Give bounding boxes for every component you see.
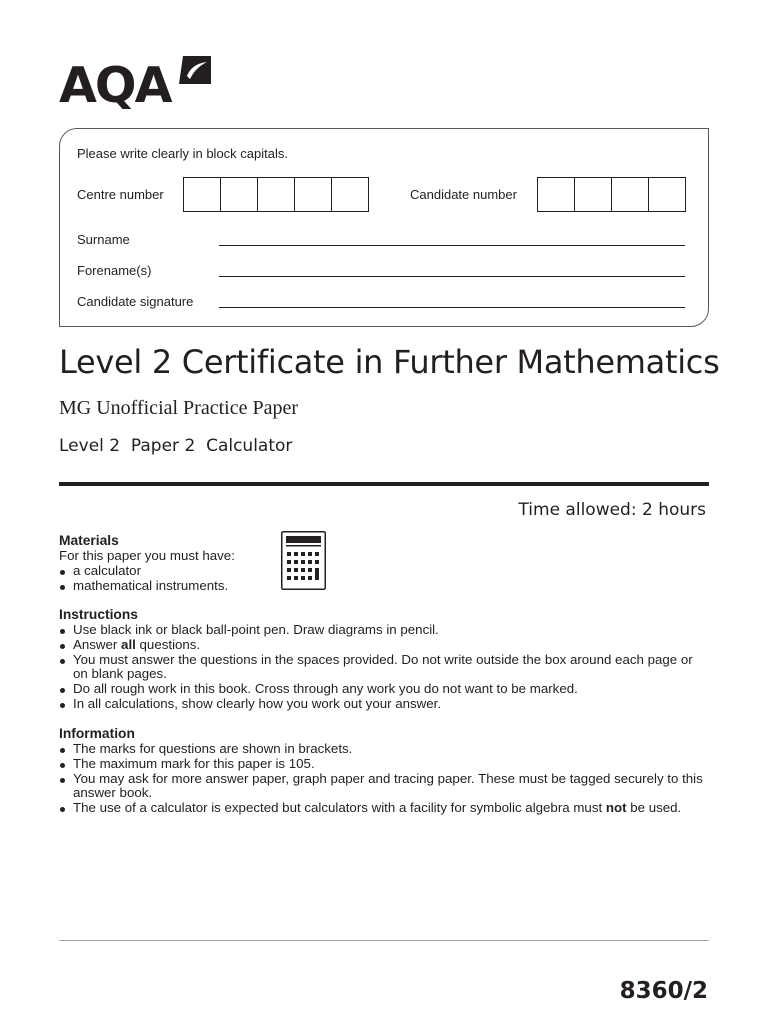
list-item: The maximum mark for this paper is 105. — [59, 757, 709, 772]
logo-text: AQA — [59, 57, 171, 114]
information-list — [59, 742, 709, 816]
paper-level: Level 2 Paper 2 Calculator — [59, 436, 293, 456]
candidate-details-box — [59, 128, 709, 327]
list-item: a calculator — [59, 564, 709, 579]
centre-number-digit-box[interactable] — [332, 178, 368, 211]
candidate-number-digit-box[interactable] — [649, 178, 685, 211]
candidate-number-label: Candidate number — [410, 187, 517, 202]
list-item: Answer all questions. — [59, 638, 709, 653]
list-item: The use of a calculator is expected but calculators with a facility for symbolic algebra must not be used. — [59, 801, 709, 816]
list-item: Use black ink or black ball-point pen. Draw diagrams in pencil. — [59, 623, 709, 638]
surname-label: Surname — [77, 232, 130, 247]
candidate-number-digit-box[interactable] — [575, 178, 612, 211]
centre-number-field[interactable] — [183, 177, 369, 212]
paper-code: 8360/2 — [619, 978, 708, 1004]
centre-number-digit-box[interactable] — [258, 178, 295, 211]
forename-label: Forename(s) — [77, 263, 152, 278]
materials-list — [59, 564, 709, 594]
signature-label: Candidate signature — [77, 294, 194, 309]
materials-heading: Materials — [59, 533, 119, 548]
centre-number-digit-box[interactable] — [184, 178, 221, 211]
heading-divider — [59, 482, 709, 486]
instructions-section — [59, 607, 709, 712]
surname-line[interactable] — [219, 245, 685, 246]
list-item: The marks for questions are shown in brackets. — [59, 742, 709, 757]
forename-line[interactable] — [219, 276, 685, 277]
candidate-number-digit-box[interactable] — [538, 178, 575, 211]
qualification-title: Level 2 Certificate in Further Mathematics — [59, 343, 720, 381]
block-capitals-instruction: Please write clearly in block capitals. — [77, 146, 288, 161]
centre-number-digit-box[interactable] — [295, 178, 332, 211]
list-item: You must answer the questions in the spaces provided. Do not write outside the box around each page or on blank pages. — [59, 653, 709, 683]
candidate-number-field[interactable] — [537, 177, 686, 212]
materials-section — [59, 533, 709, 593]
centre-number-label: Centre number — [77, 187, 164, 202]
centre-number-digit-box[interactable] — [221, 178, 258, 211]
instructions-list — [59, 623, 709, 712]
candidate-number-digit-box[interactable] — [612, 178, 649, 211]
calculator-icon — [281, 531, 326, 590]
aqa-logo — [59, 54, 213, 114]
materials-intro: For this paper you must have: — [59, 548, 235, 563]
list-item: mathematical instruments. — [59, 579, 709, 594]
information-heading: Information — [59, 726, 135, 741]
list-item: You may ask for more answer paper, graph paper and tracing paper. These must be tagged securely to this answer book. — [59, 772, 709, 802]
list-item: In all calculations, show clearly how you work out your answer. — [59, 697, 709, 712]
paper-subtitle: MG Unofficial Practice Paper — [59, 397, 298, 419]
aqa-leaf-icon — [173, 54, 213, 90]
list-item: Do all rough work in this book. Cross through any work you do not want to be marked. — [59, 682, 709, 697]
time-allowed: Time allowed: 2 hours — [518, 500, 706, 520]
signature-line[interactable] — [219, 307, 685, 308]
footer-divider — [59, 940, 709, 941]
instructions-heading: Instructions — [59, 607, 138, 622]
information-section — [59, 726, 709, 816]
